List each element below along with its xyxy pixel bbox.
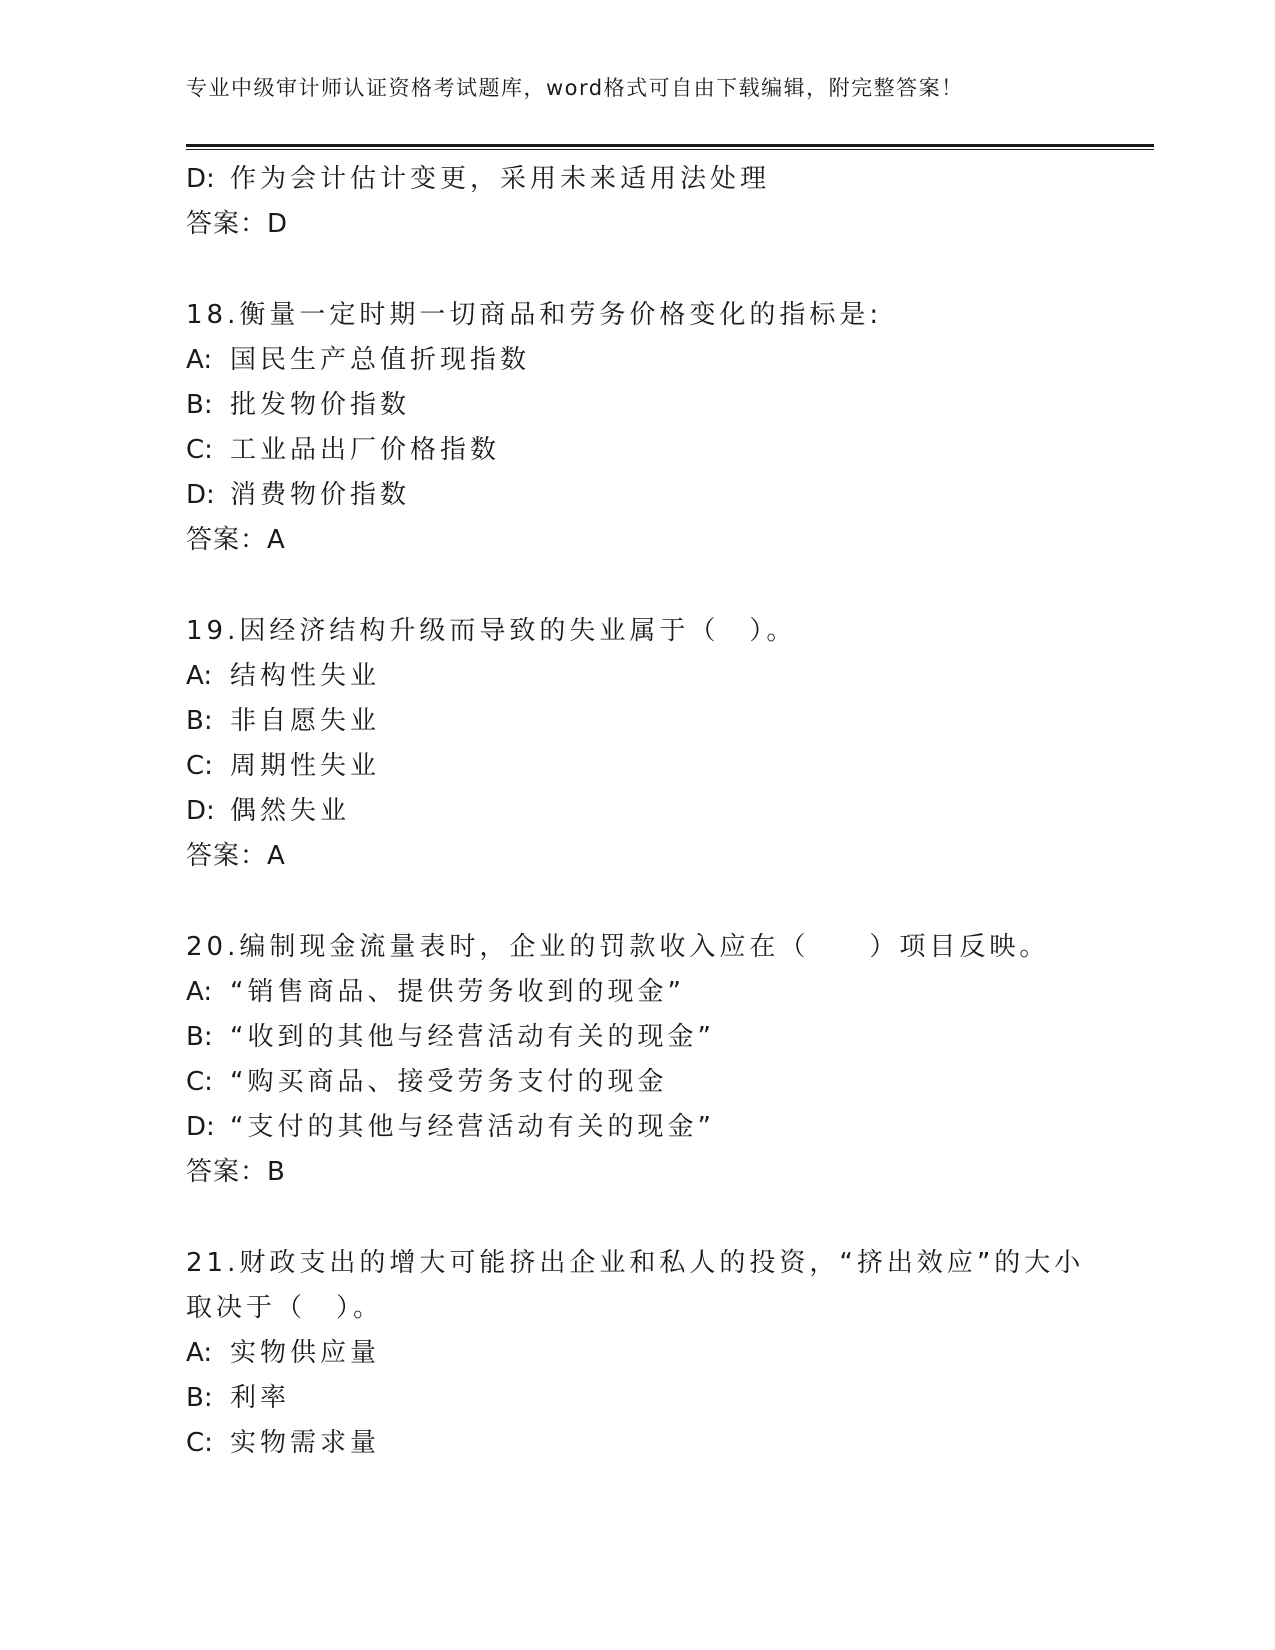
option-text: 偶然失业 xyxy=(230,796,351,826)
option-text: 非自愿失业 xyxy=(230,706,381,736)
question-18 xyxy=(186,293,1154,563)
option-text: 实物供应量 xyxy=(230,1338,381,1368)
option-text: “支付的其他与经营活动有关的现金” xyxy=(230,1112,715,1142)
option-label: B: xyxy=(186,706,213,736)
option-label: C: xyxy=(186,1428,213,1458)
option-a xyxy=(186,654,1154,699)
option-c xyxy=(186,1060,1154,1105)
option-d xyxy=(186,1105,1154,1150)
option-text: 作为会计估计变更，采用未来适用法处理 xyxy=(230,164,771,194)
option-b xyxy=(186,383,1154,428)
option-text: 批发物价指数 xyxy=(230,390,411,420)
option-b xyxy=(186,1015,1154,1060)
option-label: C: xyxy=(186,1067,213,1097)
question-20 xyxy=(186,925,1154,1195)
option-c xyxy=(186,1421,1154,1466)
option-b xyxy=(186,699,1154,744)
page-header: 专业中级审计师认证资格考试题库，word格式可自由下载编辑，附完整答案！ xyxy=(186,76,964,100)
question-title: 20.编制现金流量表时，企业的罚款收入应在（ ）项目反映。 xyxy=(186,932,1050,962)
option-d xyxy=(186,157,1154,202)
option-label: C: xyxy=(186,751,213,781)
question-title-line-1: 21.财政支出的增大可能挤出企业和私人的投资，“挤出效应”的大小 xyxy=(186,1248,1085,1278)
option-text: 实物需求量 xyxy=(230,1428,381,1458)
header-divider xyxy=(186,144,1154,150)
answer: 答案：B xyxy=(186,1157,286,1187)
question-21 xyxy=(186,1241,1154,1466)
option-label: B: xyxy=(186,390,213,420)
question-19 xyxy=(186,609,1154,879)
option-b xyxy=(186,1376,1154,1421)
option-label: A: xyxy=(186,661,213,691)
option-d xyxy=(186,789,1154,834)
option-a xyxy=(186,970,1154,1015)
question-title-line-2: 取决于（ ）。 xyxy=(186,1293,384,1323)
option-label: A: xyxy=(186,345,213,375)
option-text: 工业品出厂价格指数 xyxy=(230,435,501,465)
option-text: 利率 xyxy=(230,1383,291,1413)
option-a xyxy=(186,1331,1154,1376)
option-c xyxy=(186,428,1154,473)
option-label: B: xyxy=(186,1022,213,1052)
option-text: 周期性失业 xyxy=(230,751,381,781)
option-a xyxy=(186,338,1154,383)
option-label: D: xyxy=(186,796,215,826)
option-text: 国民生产总值折现指数 xyxy=(230,345,531,375)
option-text: “购买商品、接受劳务支付的现金 xyxy=(230,1067,668,1097)
option-label: C: xyxy=(186,435,213,465)
option-label: D: xyxy=(186,1112,215,1142)
question-title: 19.因经济结构升级而导致的失业属于（ ）。 xyxy=(186,616,797,646)
option-label: D: xyxy=(186,480,215,510)
option-d xyxy=(186,473,1154,518)
option-c xyxy=(186,744,1154,789)
option-text: “收到的其他与经营活动有关的现金” xyxy=(230,1022,715,1052)
option-label: B: xyxy=(186,1383,213,1413)
question-17-tail xyxy=(186,157,1154,247)
option-text: 结构性失业 xyxy=(230,661,381,691)
answer: 答案：A xyxy=(186,841,286,871)
option-text: 消费物价指数 xyxy=(230,480,411,510)
option-label: D: xyxy=(186,164,215,194)
question-title: 18.衡量一定时期一切商品和劳务价格变化的指标是: xyxy=(186,300,883,330)
option-text: “销售商品、提供劳务收到的现金” xyxy=(230,977,685,1007)
option-label: A: xyxy=(186,977,213,1007)
answer: 答案：D xyxy=(186,209,289,239)
question-content xyxy=(186,157,1154,1466)
option-label: A: xyxy=(186,1338,213,1368)
answer: 答案：A xyxy=(186,525,286,555)
